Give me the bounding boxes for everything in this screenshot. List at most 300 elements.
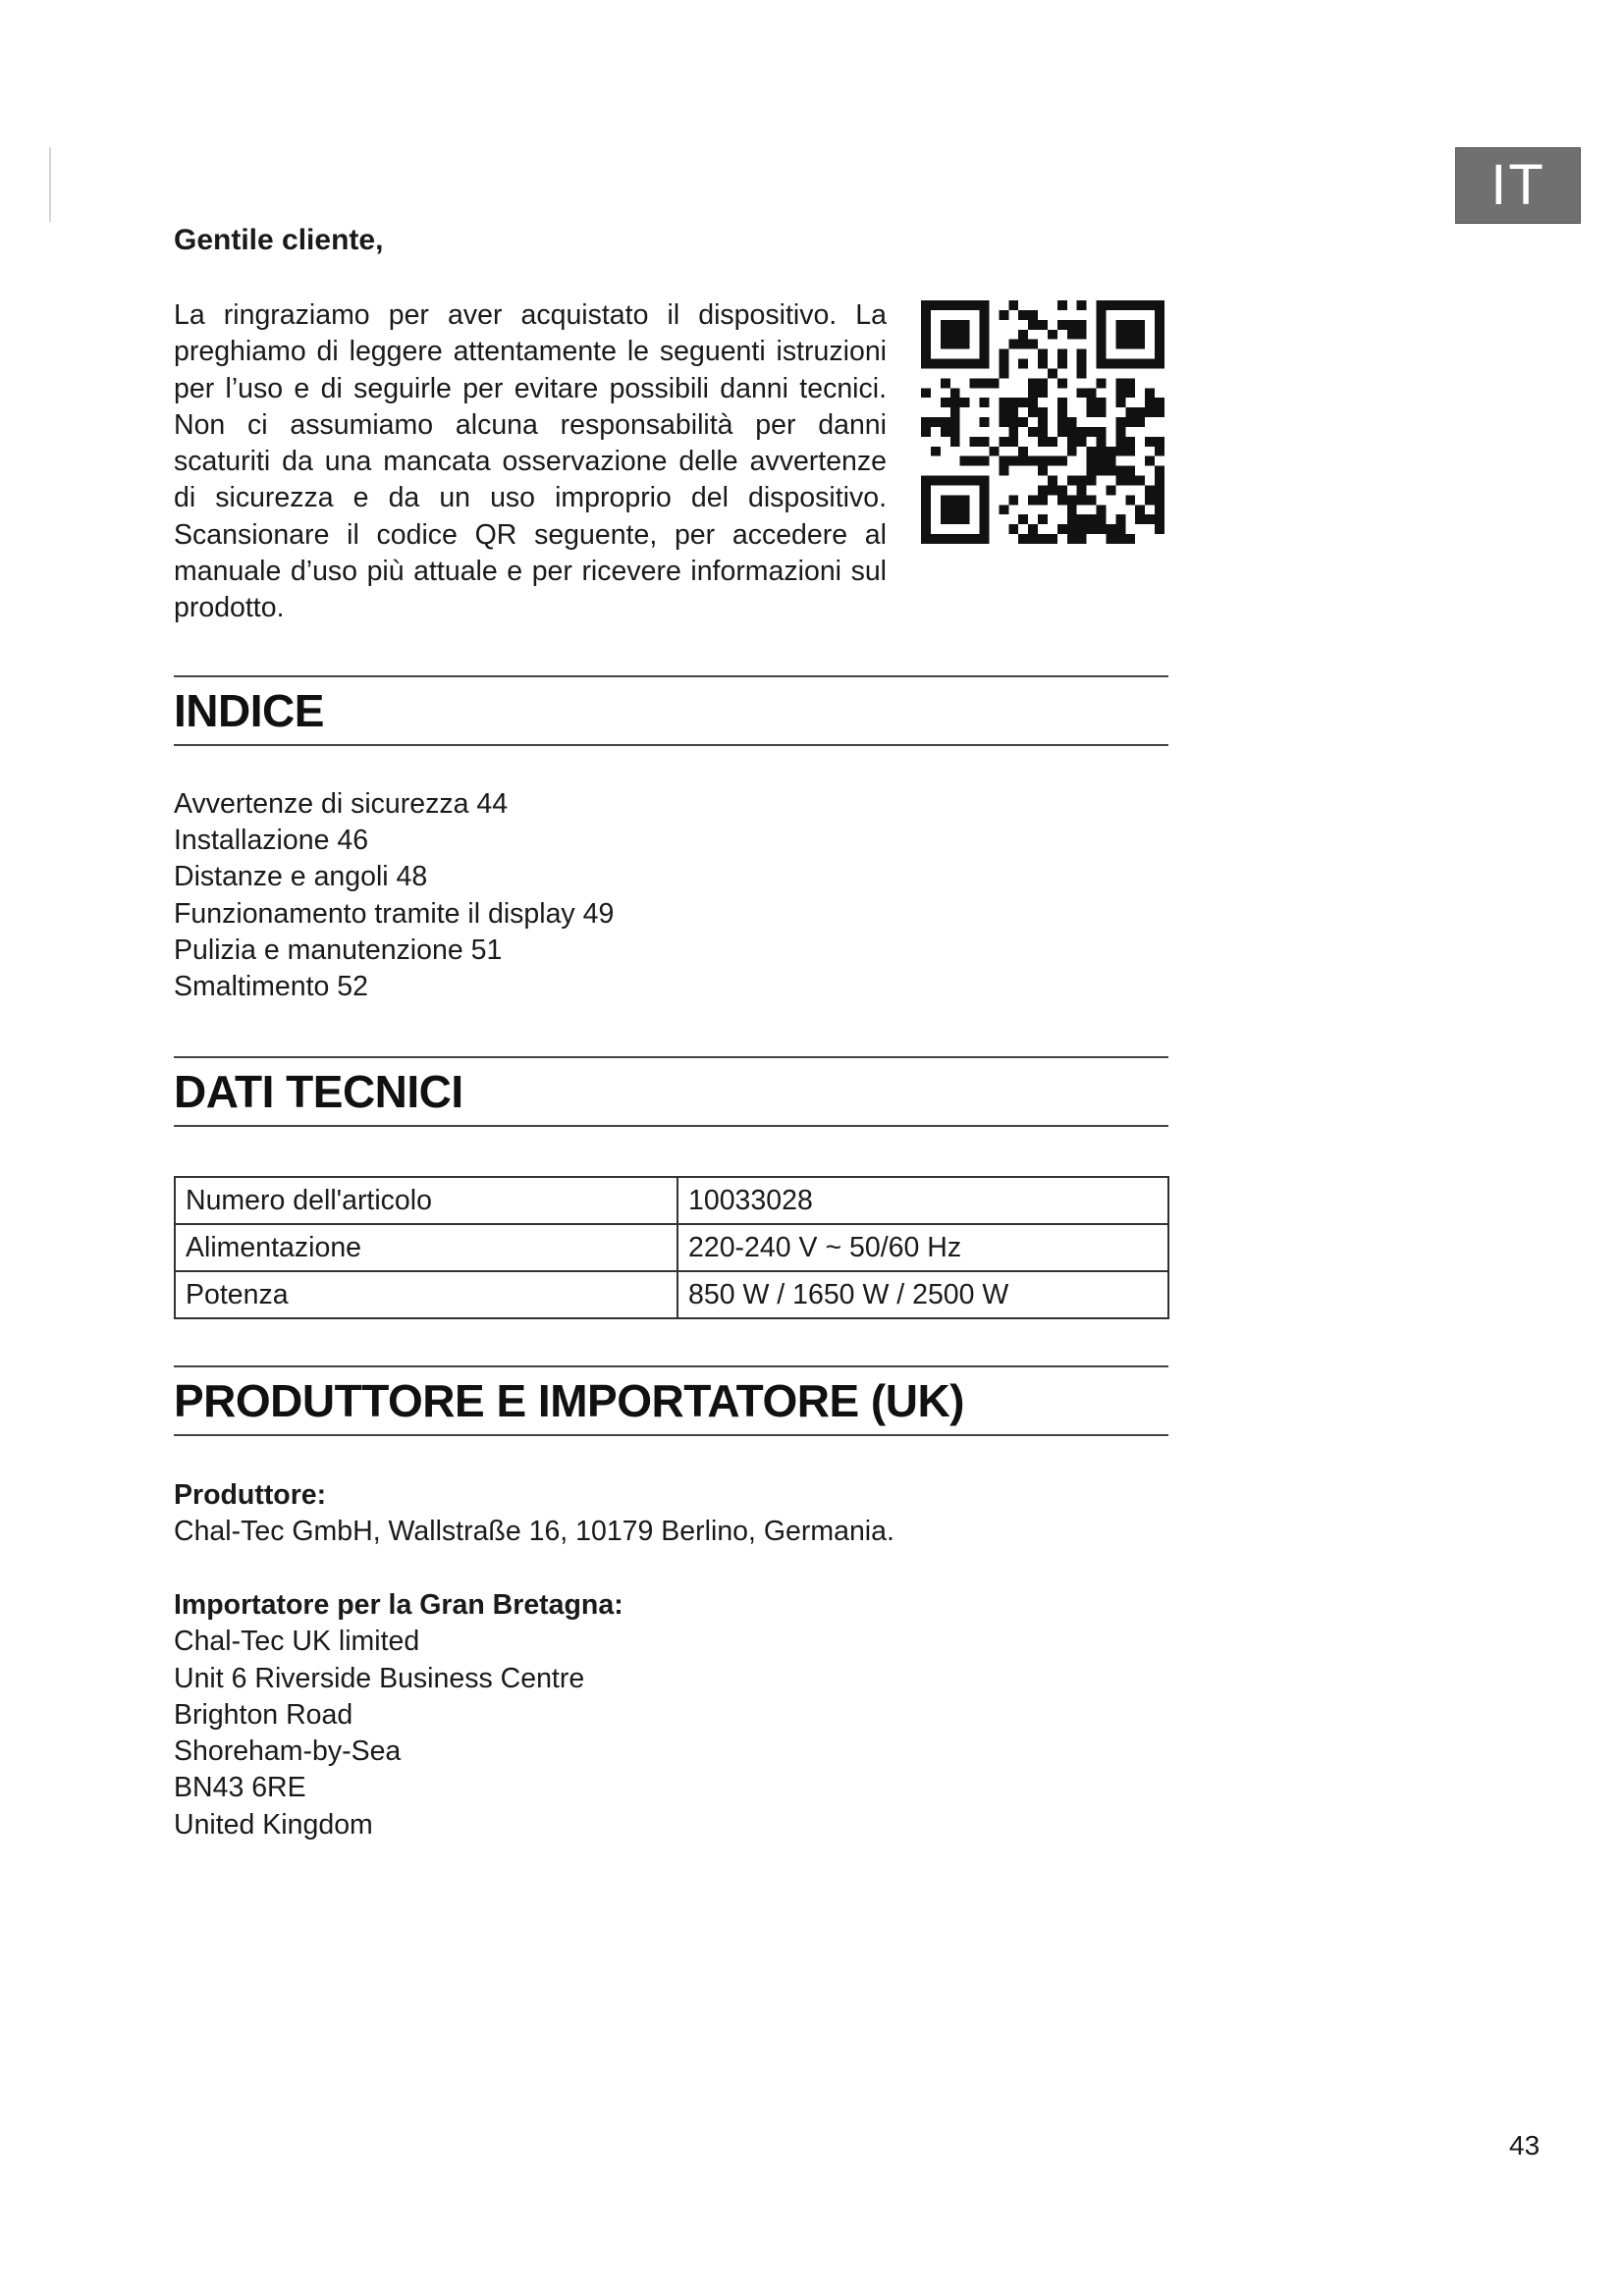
qr-module <box>1125 378 1135 388</box>
intro-line: di sicurezza e da un uso improprio del dispositivo. <box>174 482 887 514</box>
qr-module <box>1018 514 1028 524</box>
qr-module <box>960 514 970 524</box>
qr-module <box>1057 427 1067 437</box>
table-cell-label: Alimentazione <box>175 1224 677 1271</box>
qr-module <box>950 437 960 447</box>
qr-module <box>1077 427 1087 437</box>
qr-module <box>1125 330 1135 340</box>
qr-module <box>960 320 970 330</box>
qr-module <box>1115 427 1125 437</box>
qr-module <box>941 320 950 330</box>
qr-module <box>1115 417 1125 427</box>
qr-module <box>941 495 950 505</box>
qr-module <box>1077 437 1087 447</box>
qr-module <box>1087 427 1097 437</box>
table-cell-label: Potenza <box>175 1271 677 1318</box>
qr-module <box>1018 340 1028 349</box>
qr-module <box>1038 456 1048 466</box>
intro-line: manuale d’uso più attuale e per ricevere informazioni sul <box>174 556 887 588</box>
tech-table <box>174 1176 1169 1319</box>
qr-module <box>1106 300 1115 310</box>
qr-module <box>1067 476 1077 486</box>
qr-module <box>1097 524 1107 534</box>
qr-module <box>941 476 950 486</box>
qr-module <box>931 300 941 310</box>
manufacturer-block <box>174 1477 894 1551</box>
qr-module <box>1028 495 1038 505</box>
qr-module <box>921 300 931 310</box>
qr-module <box>1097 300 1107 310</box>
qr-module <box>1008 300 1018 310</box>
qr-module <box>1008 524 1018 534</box>
qr-module <box>1135 340 1145 349</box>
qr-module <box>1155 320 1164 330</box>
qr-module <box>960 398 970 407</box>
qr-module <box>980 330 990 340</box>
qr-module <box>1115 330 1125 340</box>
qr-module <box>1038 388 1048 398</box>
qr-module <box>1038 378 1048 388</box>
qr-module <box>970 534 980 544</box>
importer-line: Shoreham-by-Sea <box>174 1735 402 1768</box>
qr-module <box>1155 476 1164 486</box>
qr-module <box>1008 456 1018 466</box>
qr-module <box>931 359 941 369</box>
qr-module <box>1067 417 1077 427</box>
qr-module <box>1125 340 1135 349</box>
producer-section-header <box>174 1365 1168 1436</box>
qr-module <box>1125 437 1135 447</box>
qr-module <box>970 359 980 369</box>
qr-module <box>1057 300 1067 310</box>
qr-module <box>1067 524 1077 534</box>
qr-module <box>1135 514 1145 524</box>
qr-module <box>1048 534 1057 544</box>
qr-module <box>921 427 931 437</box>
qr-module <box>999 466 1008 476</box>
qr-module <box>1145 398 1155 407</box>
qr-module <box>1038 359 1048 369</box>
qr-module <box>1048 456 1057 466</box>
qr-module <box>1008 495 1018 505</box>
qr-module <box>1155 485 1164 495</box>
qr-module <box>1125 447 1135 456</box>
intro-line: preghiamo di leggere attentamente le seguenti istruzioni <box>174 336 887 368</box>
qr-module <box>1155 466 1164 476</box>
qr-module <box>941 505 950 514</box>
index-item: Distanze e angoli 48 <box>174 861 428 893</box>
qr-module <box>1097 466 1107 476</box>
qr-module <box>1115 534 1125 544</box>
qr-module <box>1028 398 1038 407</box>
importer-label: Importatore per la Gran Bretagna: <box>174 1589 623 1621</box>
qr-module <box>1115 388 1125 398</box>
qr-module <box>1135 330 1145 340</box>
index-list <box>174 786 614 1005</box>
qr-module <box>1097 407 1107 417</box>
qr-module <box>1115 359 1125 369</box>
qr-module <box>1038 495 1048 505</box>
table-row <box>175 1177 1168 1224</box>
qr-module <box>1057 349 1067 359</box>
qr-module <box>1018 310 1028 320</box>
qr-module <box>1077 349 1087 359</box>
qr-module <box>921 495 931 505</box>
qr-module <box>970 300 980 310</box>
index-item: Funzionamento tramite il display 49 <box>174 897 615 930</box>
qr-module <box>1145 495 1155 505</box>
qr-module <box>960 534 970 544</box>
qr-module <box>1028 524 1038 534</box>
qr-module <box>950 417 960 427</box>
qr-module <box>1155 330 1164 340</box>
qr-module <box>1135 417 1145 427</box>
qr-module <box>1067 495 1077 505</box>
qr-module <box>1125 359 1135 369</box>
qr-module <box>1145 437 1155 447</box>
qr-module <box>960 456 970 466</box>
qr-module <box>980 300 990 310</box>
qr-module <box>1028 388 1038 398</box>
qr-module <box>950 359 960 369</box>
qr-module <box>1155 398 1164 407</box>
qr-module <box>941 514 950 524</box>
qr-module <box>1067 534 1077 544</box>
qr-module <box>980 505 990 514</box>
qr-module <box>1155 310 1164 320</box>
qr-module <box>970 378 980 388</box>
qr-module <box>999 349 1008 359</box>
qr-module <box>1018 534 1028 544</box>
qr-module <box>989 447 999 456</box>
qr-module <box>1048 476 1057 486</box>
qr-module <box>921 534 931 544</box>
qr-module <box>1077 320 1087 330</box>
qr-module <box>999 310 1008 320</box>
qr-module <box>1135 320 1145 330</box>
qr-module <box>1097 456 1107 466</box>
importer-line: United Kingdom <box>174 1808 373 1841</box>
qr-module <box>1106 447 1115 456</box>
qr-module <box>1106 524 1115 534</box>
qr-module <box>950 320 960 330</box>
qr-module <box>950 534 960 544</box>
qr-module <box>1077 485 1087 495</box>
qr-module <box>1145 359 1155 369</box>
qr-module <box>1028 456 1038 466</box>
qr-module <box>970 437 980 447</box>
qr-module <box>941 340 950 349</box>
qr-module <box>1097 340 1107 349</box>
qr-module <box>950 514 960 524</box>
qr-module <box>999 359 1008 369</box>
qr-module <box>1077 514 1087 524</box>
qr-module <box>1057 495 1067 505</box>
qr-module <box>1077 300 1087 310</box>
qr-module <box>1097 398 1107 407</box>
qr-module <box>999 437 1008 447</box>
qr-module <box>1038 320 1048 330</box>
qr-module <box>1067 427 1077 437</box>
qr-module <box>941 378 950 388</box>
qr-module <box>1038 534 1048 544</box>
qr-module <box>980 514 990 524</box>
qr-module <box>921 514 931 524</box>
qr-module <box>1018 398 1028 407</box>
qr-module <box>1028 310 1038 320</box>
qr-module <box>1135 300 1145 310</box>
qr-module <box>1155 505 1164 514</box>
qr-module <box>1077 368 1087 378</box>
qr-module <box>1106 456 1115 466</box>
qr-module <box>1125 417 1135 427</box>
qr-module <box>980 534 990 544</box>
qr-module <box>1155 407 1164 417</box>
producer-heading: PRODUTTORE E IMPORTATORE (UK) <box>174 1375 964 1426</box>
qr-module <box>1057 378 1067 388</box>
qr-module <box>1115 476 1125 486</box>
qr-module <box>1038 466 1048 476</box>
qr-module <box>941 417 950 427</box>
qr-module <box>1028 320 1038 330</box>
qr-module <box>1067 320 1077 330</box>
qr-module <box>1077 534 1087 544</box>
qr-module <box>921 524 931 534</box>
qr-module <box>1028 407 1038 417</box>
qr-module <box>1145 485 1155 495</box>
qr-module <box>1018 447 1028 456</box>
qr-module <box>1008 340 1018 349</box>
qr-module <box>1057 359 1067 369</box>
qr-module <box>950 427 960 437</box>
qr-module <box>1115 524 1125 534</box>
qr-module <box>1018 456 1028 466</box>
qr-module <box>950 388 960 398</box>
qr-module <box>1097 447 1107 456</box>
qr-module <box>1087 388 1097 398</box>
qr-module <box>1115 378 1125 388</box>
qr-module <box>1115 447 1125 456</box>
margin-line <box>49 147 51 222</box>
qr-module <box>980 349 990 359</box>
qr-module <box>1048 368 1057 378</box>
qr-module <box>941 427 950 437</box>
qr-module <box>980 524 990 534</box>
qr-module <box>1125 388 1135 398</box>
qr-module <box>1125 320 1135 330</box>
intro-line: prodotto. <box>174 592 285 624</box>
qr-module <box>1097 330 1107 340</box>
manufacturer-address: Chal-Tec GmbH, Wallstraße 16, 10179 Berlino, Germania. <box>174 1516 894 1548</box>
qr-module <box>970 476 980 486</box>
qr-module <box>1067 514 1077 524</box>
qr-module <box>931 447 941 456</box>
qr-module <box>1125 476 1135 486</box>
qr-module <box>1155 349 1164 359</box>
table-cell-value: 10033028 <box>677 1177 1168 1224</box>
importer-line: Brighton Road <box>174 1698 353 1731</box>
qr-module <box>1048 485 1057 495</box>
qr-module <box>1115 514 1125 524</box>
qr-module <box>1057 417 1067 427</box>
qr-module <box>1038 514 1048 524</box>
qr-module <box>1057 485 1067 495</box>
qr-module <box>941 534 950 544</box>
qr-module <box>1067 505 1077 514</box>
qr-module <box>1008 437 1018 447</box>
table-cell-value: 850 W / 1650 W / 2500 W <box>677 1271 1168 1318</box>
qr-module <box>1057 320 1067 330</box>
qr-module <box>1135 476 1145 486</box>
manufacturer-label: Produttore: <box>174 1479 327 1511</box>
qr-module <box>1115 466 1125 476</box>
qr-module <box>1038 407 1048 417</box>
qr-module <box>950 330 960 340</box>
importer-line: BN43 6RE <box>174 1772 306 1804</box>
qr-module <box>1038 437 1048 447</box>
qr-module <box>1155 437 1164 447</box>
qr-module <box>970 456 980 466</box>
qr-module <box>1028 378 1038 388</box>
qr-module <box>1115 320 1125 330</box>
qr-module <box>921 417 931 427</box>
qr-module <box>1135 505 1145 514</box>
qr-module <box>1097 437 1107 447</box>
qr-module <box>980 320 990 330</box>
qr-code[interactable] <box>921 300 1164 544</box>
qr-module <box>1115 340 1125 349</box>
qr-module <box>980 485 990 495</box>
qr-module <box>1067 447 1077 456</box>
qr-module <box>1077 388 1087 398</box>
qr-module <box>1097 359 1107 369</box>
intro-line: Scansionare il codice QR seguente, per accedere al <box>174 518 887 551</box>
qr-module <box>980 495 990 505</box>
qr-module <box>989 378 999 388</box>
qr-module <box>1145 388 1155 398</box>
qr-module <box>1067 437 1077 447</box>
qr-module <box>999 398 1008 407</box>
qr-module <box>1145 514 1155 524</box>
qr-module <box>980 310 990 320</box>
qr-module <box>950 398 960 407</box>
qr-module <box>1087 447 1097 456</box>
qr-module <box>999 417 1008 427</box>
qr-module <box>960 340 970 349</box>
qr-module <box>1048 330 1057 340</box>
qr-module <box>1077 476 1087 486</box>
page-number: 43 <box>1509 2130 1541 2161</box>
qr-module <box>1155 359 1164 369</box>
qr-module <box>921 340 931 349</box>
qr-module <box>1067 330 1077 340</box>
qr-module <box>921 320 931 330</box>
qr-module <box>980 476 990 486</box>
intro-line: scaturiti da una mancata osservazione delle avvertenze <box>174 446 887 478</box>
qr-module <box>1077 359 1087 369</box>
qr-module <box>999 505 1008 514</box>
qr-module <box>941 330 950 340</box>
qr-module <box>1018 417 1028 427</box>
qr-module <box>1145 456 1155 466</box>
table-cell-label: Numero dell'articolo <box>175 1177 677 1224</box>
qr-module <box>1008 417 1018 427</box>
qr-module <box>960 505 970 514</box>
qr-module <box>1018 330 1028 340</box>
index-item: Installazione 46 <box>174 825 369 857</box>
qr-module <box>921 505 931 514</box>
qr-module <box>999 368 1008 378</box>
qr-module <box>1125 407 1135 417</box>
qr-module <box>1038 349 1048 359</box>
qr-module <box>1087 476 1097 486</box>
qr-module <box>1155 514 1164 524</box>
qr-module <box>960 476 970 486</box>
qr-module <box>980 398 990 407</box>
qr-module <box>1097 514 1107 524</box>
qr-module <box>1087 466 1097 476</box>
qr-module <box>1097 505 1107 514</box>
qr-module <box>1135 359 1145 369</box>
qr-module <box>1038 485 1048 495</box>
qr-module <box>1018 359 1028 369</box>
qr-module <box>950 476 960 486</box>
qr-module <box>1038 427 1048 437</box>
qr-module <box>999 407 1008 417</box>
qr-module <box>931 534 941 544</box>
qr-module <box>1057 456 1067 466</box>
qr-module <box>1155 495 1164 505</box>
qr-module <box>980 378 990 388</box>
qr-module <box>950 407 960 417</box>
table-cell-value: 220-240 V ~ 50/60 Hz <box>677 1224 1168 1271</box>
qr-module <box>1155 447 1164 456</box>
qr-module <box>1028 340 1038 349</box>
qr-module <box>921 310 931 320</box>
qr-module <box>960 495 970 505</box>
qr-module <box>941 359 950 369</box>
qr-module <box>1097 378 1107 388</box>
qr-module <box>999 456 1008 466</box>
qr-module <box>1057 398 1067 407</box>
index-section-header <box>174 675 1168 746</box>
qr-module <box>1115 398 1125 407</box>
qr-module <box>1008 427 1018 437</box>
qr-module <box>1077 495 1087 505</box>
qr-module <box>980 359 990 369</box>
qr-module <box>1077 524 1087 534</box>
qr-module <box>1106 359 1115 369</box>
qr-module <box>941 398 950 407</box>
qr-module <box>1038 417 1048 427</box>
qr-module <box>931 417 941 427</box>
qr-module <box>1097 310 1107 320</box>
qr-module <box>980 437 990 447</box>
qr-module <box>1155 524 1164 534</box>
qr-module <box>1135 407 1145 417</box>
qr-module <box>950 340 960 349</box>
importer-block <box>174 1587 623 1843</box>
importer-line: Chal-Tec UK limited <box>174 1626 420 1658</box>
qr-module <box>1008 407 1018 417</box>
qr-module <box>1087 456 1097 466</box>
qr-module <box>1048 437 1057 447</box>
qr-module <box>921 476 931 486</box>
qr-module <box>1125 534 1135 544</box>
qr-module <box>980 340 990 349</box>
qr-module <box>1028 534 1038 544</box>
qr-module <box>931 476 941 486</box>
